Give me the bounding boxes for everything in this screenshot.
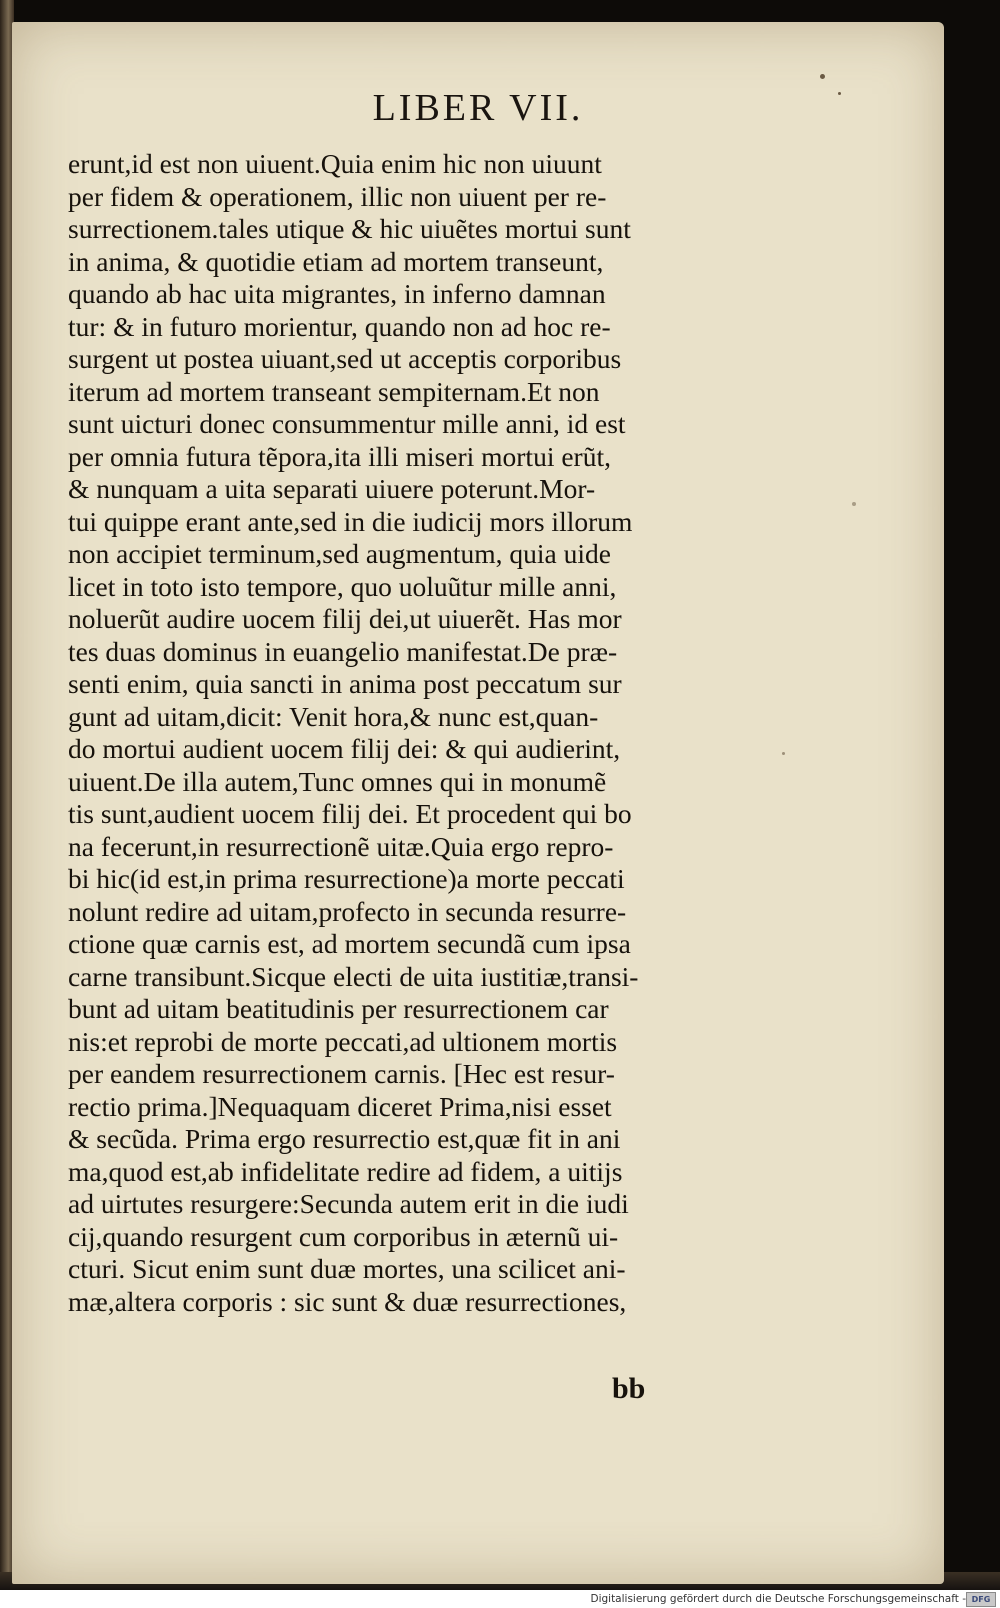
text-line: iterum ad mortem transeant sempiternam.Et non [68, 375, 600, 407]
text-line: rectio prima.]Nequaquam diceret Prima,nisi esset [68, 1090, 612, 1122]
text-line: per fidem & operationem, illic non uiuent per re- [68, 180, 607, 212]
text-line: tes duas dominus in euangelio manifestat.De præ- [68, 635, 618, 667]
text-line: & nunquam a uita separati uiuere poterunt.Mor- [68, 473, 596, 504]
text-line: ad uirtutes resurgere:Secunda autem erit in die iudi [68, 1188, 629, 1219]
funding-credit: Digitalisierung gefördert durch die Deutsche Forschungsgemeinschaft - [590, 1593, 966, 1605]
text-line: tui quippe erant ante,sed in die iudicij mors illorum [68, 505, 633, 537]
text-line: cturi. Sicut enim sunt duæ mortes, una scilicet ani- [68, 1253, 626, 1284]
dfg-logo[interactable]: DFG [966, 1592, 996, 1607]
text-line: quando ab hac uita migrantes, in inferno damnan [68, 278, 606, 309]
text-line: non accipiet terminum,sed augmentum, quia uide [68, 538, 611, 569]
text-line: erunt,id est non uiuent.Quia enim hic non uiuunt [68, 148, 602, 179]
text-line: tis sunt,audient uocem filij dei. Et procedent qui bo [68, 798, 632, 829]
text-line: tur: & in futuro morientur, quando non ad hoc re- [68, 310, 611, 342]
text-line: bunt ad uitam beatitudinis per resurrectionem car [68, 993, 609, 1024]
ink-speck [820, 74, 825, 79]
text-line: surgent ut postea uiuant,sed ut acceptis corporibus [68, 343, 622, 374]
text-line: surrectionem.tales utique & hic uiuẽtes mortui sunt [68, 213, 631, 244]
ink-speck [852, 502, 856, 506]
book-page [12, 22, 944, 1584]
text-line: sunt uicturi donec consummentur mille anni, id est [68, 408, 626, 439]
text-line: mæ,altera corporis : sic sunt & duæ resurrectiones, [68, 1285, 627, 1317]
text-line: licet in toto isto tempore, quo uoluũtur mille anni, [68, 570, 617, 602]
text-line: nis:et reprobi de morte peccati,ad ultionem mortis [68, 1025, 618, 1057]
text-line: senti enim, quia sancti in anima post peccatum sur [68, 668, 622, 699]
text-line: ma,quod est,ab infidelitate redire ad fidem, a uitijs [68, 1155, 623, 1187]
text-line: bi hic(id est,in prima resurrectione)a morte peccati [68, 863, 625, 894]
text-line: nolunt redire ad uitam,profecto in secunda resurre- [68, 895, 627, 927]
text-line: ctione quæ carnis est, ad mortem secundã cum ipsa [68, 928, 631, 959]
text-line: & secũda. Prima ergo resurrectio est,quæ fit in ani [68, 1123, 621, 1154]
text-line: in anima, & quotidie etiam ad mortem transeunt, [68, 245, 604, 277]
text-line: cij,quando resurgent cum corporibus in æternũ ui- [68, 1220, 619, 1252]
text-line: na fecerunt,in resurrectionẽ uitæ.Quia ergo repro- [68, 830, 614, 862]
text-line: noluerũt audire uocem filij dei,ut uiuerẽt. Has mor [68, 603, 622, 634]
text-line: gunt ad uitam,dicit: Venit hora,& nunc est,quan- [68, 700, 599, 732]
text-line: per eandem resurrectionem carnis. [Hec est resur- [68, 1058, 615, 1089]
text-line: uiuent.De illa autem,Tunc omnes qui in monumẽ [68, 765, 607, 797]
text-line: per omnia futura tẽpora,ita illi miseri mortui erũt, [68, 440, 611, 472]
text-line: carne transibunt.Sicque electi de uita iustitiæ,transi- [68, 960, 639, 992]
page-body-text [68, 148, 780, 1318]
running-header: LIBER VII. [372, 87, 584, 129]
signature-mark: bb [612, 1372, 646, 1405]
ink-speck [782, 752, 785, 755]
text-line: do mortui audient uocem filij dei: & qui audierint, [68, 733, 621, 764]
